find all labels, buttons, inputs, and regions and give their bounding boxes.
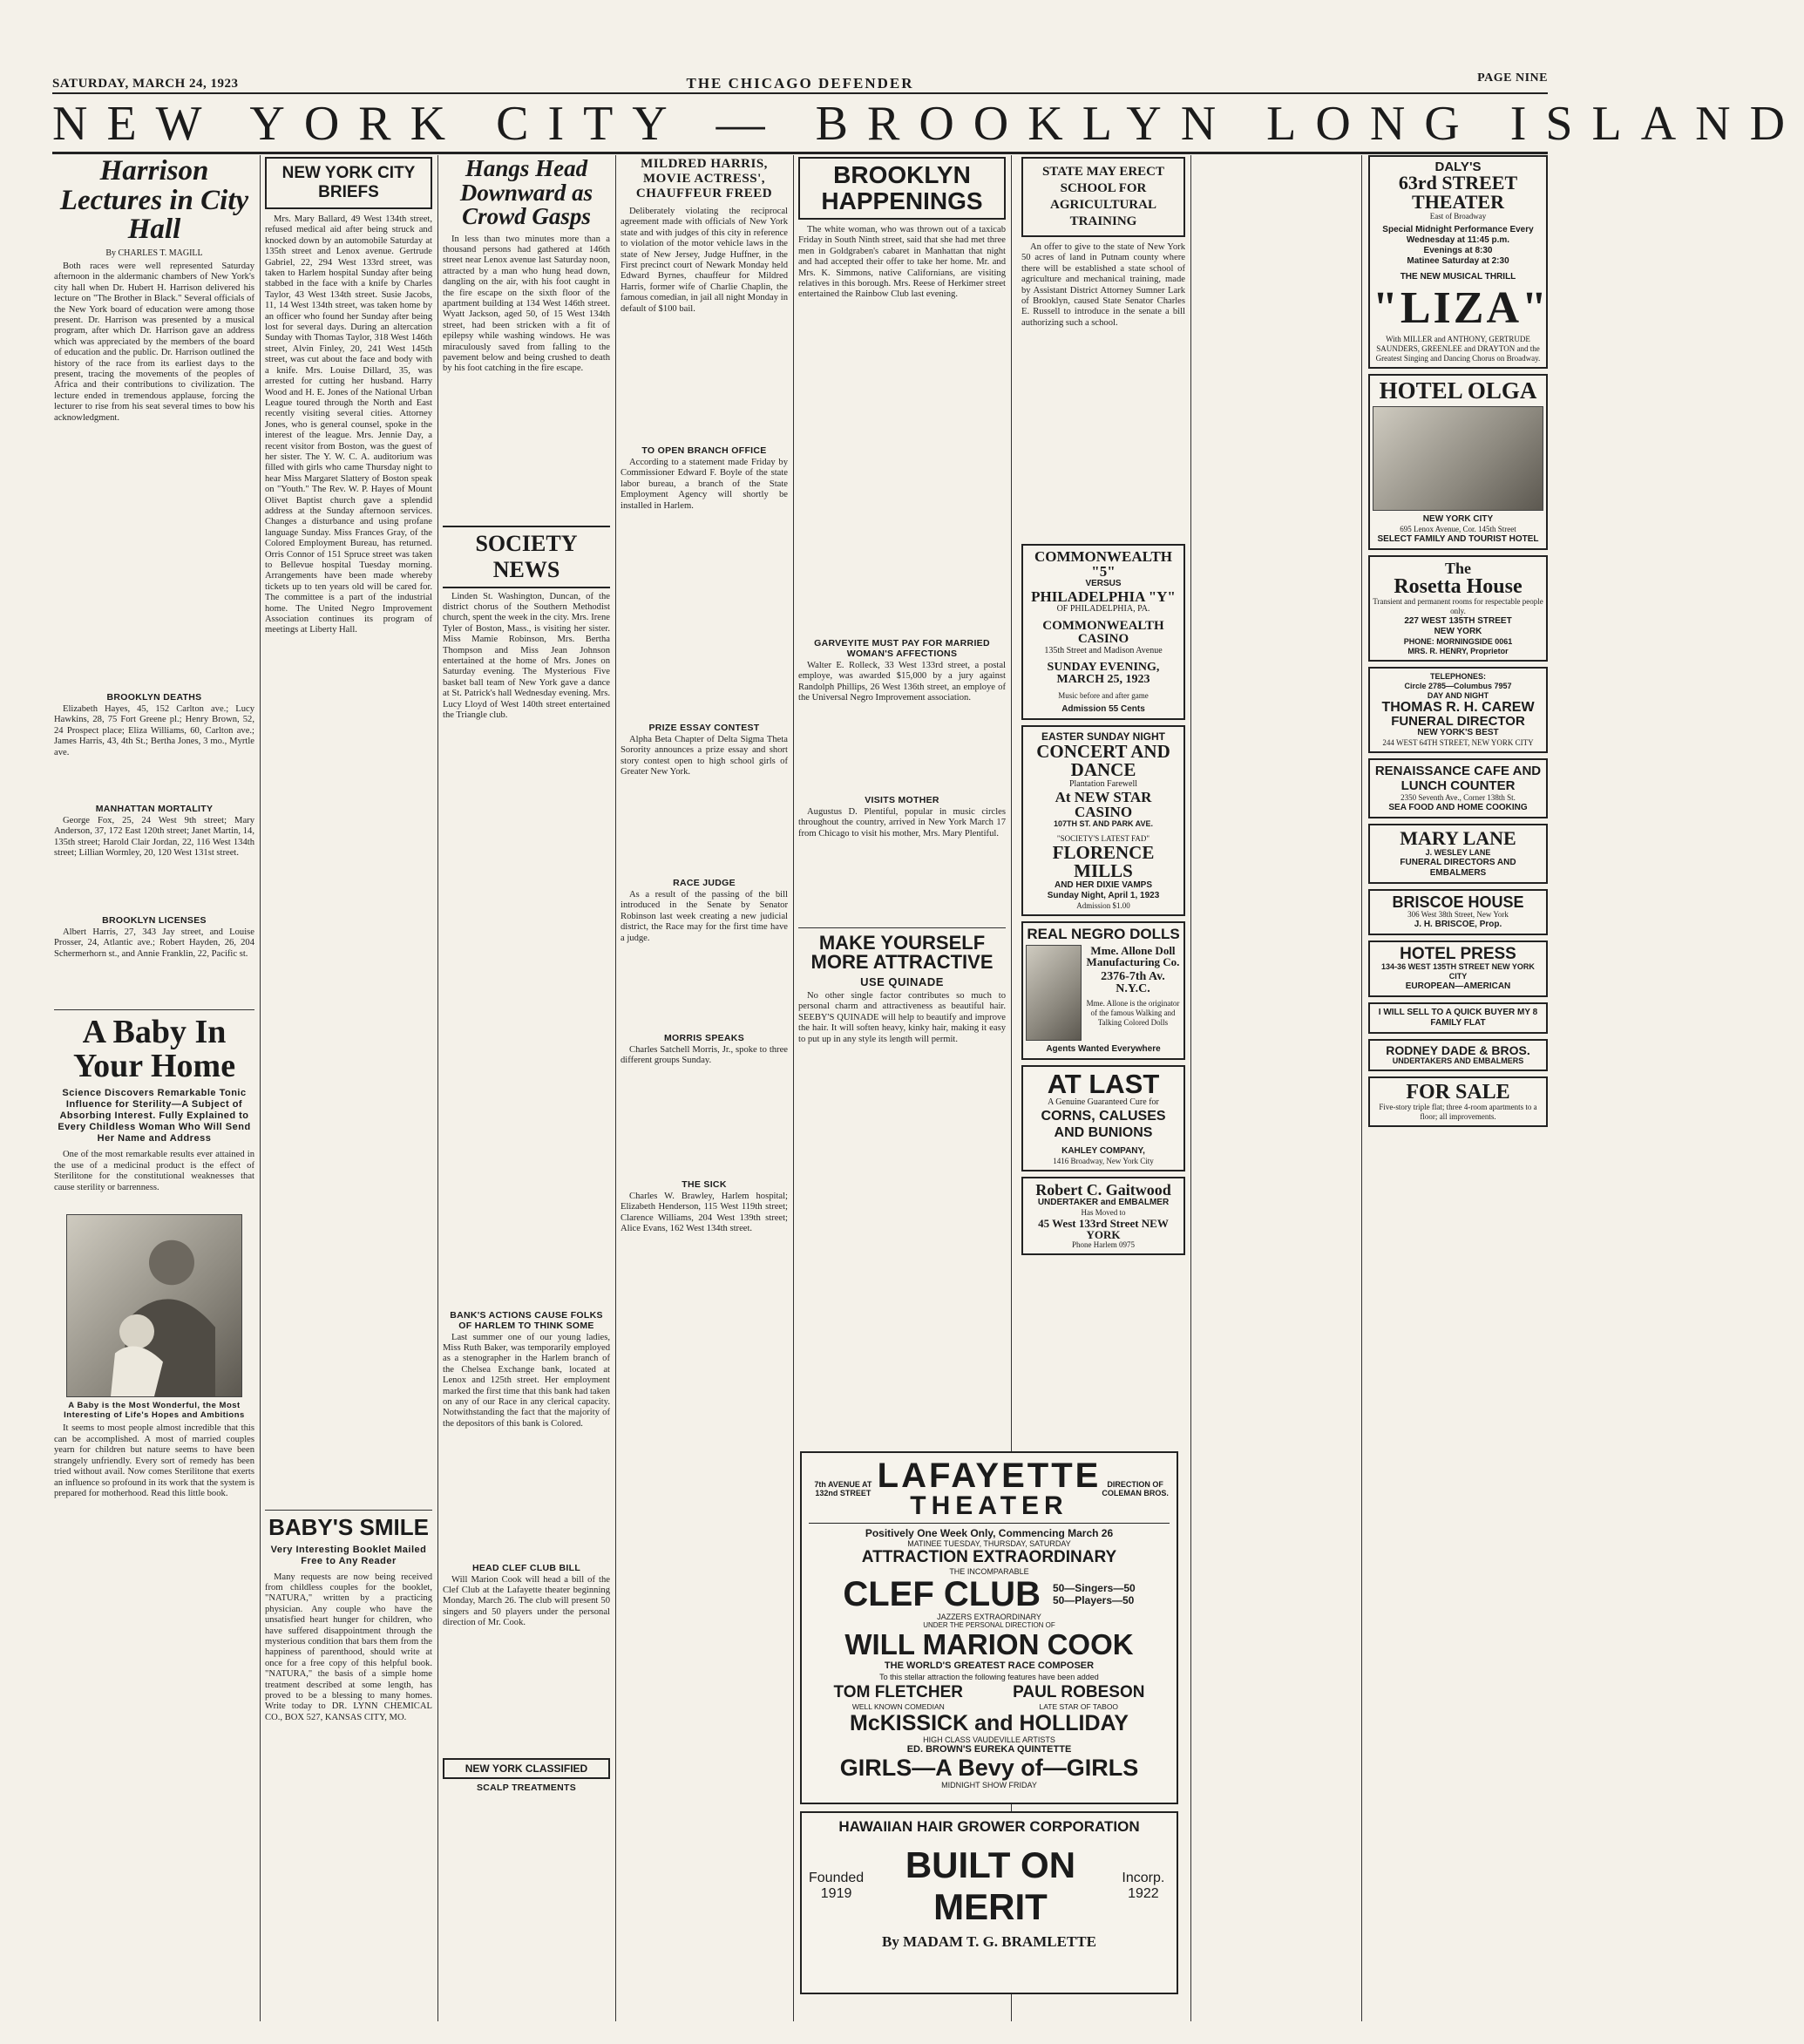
commonwealth-casino: COMMONWEALTH CASINO [1042,619,1164,646]
gaitwood-address: 45 West 133rd Street NEW YORK [1038,1217,1169,1241]
hotel-press-address: 134-36 WEST 135TH STREET NEW YORK CITY [1381,962,1535,981]
hotel-olga: HOTEL OLGA [1379,377,1537,404]
harrison-byline: By CHARLES T. MAGILL [105,248,203,258]
column-divider [615,155,616,2021]
carew-address: 244 WEST 64TH STREET, NEW YORK CITY [1382,738,1534,747]
kahley-address: 1416 Broadway, New York City [1053,1157,1154,1165]
doll-description: Mme. Allone is the originator of the famous Walking and Talking Colored Dolls [1086,999,1180,1027]
eureka-quintette: ED. BROWN'S EUREKA QUINTETTE [906,1744,1072,1755]
concert-and-dance: CONCERT AND DANCE [1036,741,1170,780]
dixie-vamps: AND HER DIXIE VAMPS [1054,880,1153,890]
brooklyn-licenses-heading: BROOKLYN LICENSES [102,914,207,926]
lafayette-added-features: To this stellar attraction the following features have been added [879,1673,1099,1681]
banner-rule [52,152,1548,154]
doll-address: 2376-7th Av. N.Y.C. [1101,970,1165,995]
harrison-headline: Harrison Lectures in City Hall [59,155,249,246]
briscoe-address: 306 West 38th Street, New York [1407,910,1509,919]
carew-phone-numbers: Circle 2785—Columbus 7957 [1404,682,1512,690]
at-last: AT LAST [1047,1069,1160,1099]
briefs-headline: NEW YORK CITY BRIEFS [265,157,432,209]
gaitwood-ad [1021,1177,1185,1255]
carew-funeral-director: FUNERAL DIRECTOR [1391,714,1525,729]
morris-speaks-body: Charles Satchell Morris, Jr., spoke to three different groups Sunday. [621,1045,788,1066]
tom-fletcher-sub: WELL KNOWN COMEDIAN [851,1702,945,1711]
clef-singers: 50—Singers—50 [1052,1582,1136,1594]
baby-ad-headline: A Baby In Your Home [72,1013,236,1084]
brooklyn-deaths-text: Elizabeth Hayes, 45, 152 Carlton ave.; Lucy Hawkins, 28, 75 Fort Greene pl.; Henry Brown, 52, 24 Prospect place; Eliza Williams, 60, Carlton ave.; James Harris, 43, 4th St.; Bertha Jones, 3 mo., Myrtle ave. [54,703,254,757]
dalys-matinee: Matinee Saturday at 2:30 [1407,256,1509,266]
garveyite-heading: GARVEYITE MUST PAY FOR MARRIED WOMAN'S AFFECTIONS [814,638,990,659]
issue-date: SATURDAY, MARCH 24, 1923 [52,77,239,91]
renaissance-address: 2350 Seventh Ave., Corner 138th St. [1400,793,1516,802]
briscoe-proprietor: J. H. BRISCOE, Prop. [1414,920,1502,929]
hotel-olga-ad [1368,374,1548,550]
brooklyn-licenses-text: Albert Harris, 27, 343 Jay street, and Louise Prosser, 24, Atlantic ave.; Robert Hayden, 26, 204 Schermerhorn st., and Annie Franklin, 22, Pacific st. [54,927,254,959]
kahley-company: KAHLEY COMPANY, [1061,1146,1145,1156]
florence-admission: Admission $1.00 [1076,901,1130,910]
page-number: PAGE NINE [1477,71,1548,85]
new-musical-thrill: THE NEW MUSICAL THRILL [1400,272,1516,282]
clef-club-bill-heading: HEAD CLEF CLUB BILL [471,1562,581,1573]
easter-concert-ad [1021,725,1185,916]
lafayette-name: LAFAYETTE [877,1457,1102,1495]
school-body: An offer to give to the state of New York 50 acres of land in Putnam county where there will be established a state school of agriculture and mechanical training, made by Assistant District Attorney Sumner Lark of Brooklyn, caused State Senator Charles E. Russell to introduce in the senate a bill authorizing such a school. [1021,242,1185,328]
philadelphia-y: PHILADELPHIA "Y" [1031,588,1176,605]
dalys: DALY'S [1434,160,1482,174]
gaitwood-name: Robert C. Gaitwood [1035,1181,1171,1199]
renaissance-name: RENAISSANCE CAFE AND LUNCH COUNTER [1374,764,1542,793]
race-judge-heading: RACE JUDGE [673,878,736,888]
carew-day-night: DAY AND NIGHT [1427,691,1489,700]
briscoe-house-ad [1368,889,1548,935]
genuine-cure: A Genuine Guaranteed Cure for [1048,1097,1159,1107]
brooklyn-happenings-headline: BROOKLYN HAPPENINGS [798,157,1006,220]
lafayette-week: Positively One Week Only, Commencing March 26 [865,1527,1114,1539]
branch-office-heading: TO OPEN BRANCH OFFICE [641,445,767,456]
baby-ad-body: One of the most remarkable results ever attained in the use of a medicinal product is the effect of Sterilitone for the constitutional weaknesses that cause sterility or barrenness. [54,1150,254,1192]
quinade-body: No other single factor contributes so much to personal charm and attractiveness as beautiful hair. SEEBY'S QUINADE will help to beautify and improve the hair. It will soften heavy, kinky hair, making it easy to put up in any style its length will permit. [798,990,1006,1044]
hotel-olga-address: 695 Lenox Avenue, Cor. 145th Street [1400,525,1516,533]
negro-dolls-ad [1021,921,1185,1060]
hotel-olga-city: NEW YORK CITY [1422,514,1494,524]
hawaiian-founded: Founded 1919 [809,1871,865,1901]
hotel-press: HOTEL PRESS [1400,945,1516,963]
clef-club-bill-body: Will Marion Cook will head a bill of the Clef Club at the Lafayette theater beginning Monday, March 26. The club will present 50 singers and 50 players under the personal direction of Mr. Cook. [443,1574,610,1628]
hawaiian-incorporated: Incorp. 1922 [1122,1871,1165,1901]
liza-title: "LIZA" [1373,283,1550,333]
section-banner: NEW YORK CITY — BROOKLYN LONG ISLAND [52,97,1804,151]
new-star-casino: At NEW STAR CASINO [1055,789,1152,820]
banks-actions-body: Last summer one of our young ladies, Miss Ruth Baker, was temporarily employed as a stenographer in the Harlem branch of the Chelsea Exchange bank, located at Lenox and 125th street. Her employment marked the first time that this bank had taken on any of our Race in any clerical capacity. Notwithstanding the fact that the majority of the depositors of this bank is Colored. [443,1332,610,1429]
tom-fletcher: TOM FLETCHER [833,1683,964,1701]
use-quinade: USE QUINADE [860,974,944,988]
brooklyn-deaths-heading: BROOKLYN DEATHS [106,691,202,703]
manhattan-mortality-text: George Fox, 25, 24 West 9th street; Mary Anderson, 37, 172 East 120th street; Janet Martin, 14, 135th street; Harold Clair Jordan, 22, 116 West 134th street; Lillian Wormley, 20, 120 West 131st street. [54,815,254,859]
renaissance-cafe-ad [1368,758,1548,818]
column-1 [54,155,254,2025]
flat-for-sale-ad [1368,1002,1548,1034]
column-divider [1361,155,1362,2021]
dalys-location: East of Broadway [1429,212,1487,221]
corns-cure-ad [1021,1065,1185,1171]
paper-name: THE CHICAGO DEFENDER [686,75,914,92]
of-philadelphia: OF PHILADELPHIA, PA. [1056,604,1150,614]
gaitwood-moved: Has Moved to [1081,1208,1126,1217]
lafayette-incomparable: THE INCOMPARABLE [949,1567,1029,1576]
rosetta-proprietor: MRS. R. HENRY, Proprietor [1407,647,1509,655]
hotel-olga-photo [1373,406,1543,511]
plantation-farewell: Plantation Farewell [1068,779,1138,789]
gaitwood-phone: Phone Harlem 0975 [1072,1240,1135,1249]
clef-players: 50—Players—50 [1052,1594,1135,1606]
dade-undertakers: UNDERTAKERS AND EMBALMERS [1392,1056,1524,1065]
carew-best: NEW YORK'S BEST [1417,728,1499,737]
lafayette-address: 7th AVENUE AT 132nd STREET [814,1480,872,1497]
for-sale: FOR SALE [1406,1081,1510,1103]
classified-heading: NEW YORK CLASSIFIED [443,1758,610,1779]
banks-actions-heading: BANK'S ACTIONS CAUSE FOLKS OF HARLEM TO THINK SOME [450,1309,603,1331]
hotel-olga-select: SELECT FAMILY AND TOURIST HOTEL [1377,534,1539,544]
prize-essay-heading: PRIZE ESSAY CONTEST [648,723,760,733]
hotel-press-plan: EUROPEAN—AMERICAN [1405,981,1511,991]
hangs-head-body: In less than two minutes more than a thousand persons had gathered at 146th street near Lenox avenue last Saturday noon, attracted by a man who hung head down, dangling on the air, with his foot caught in the fire escape on the sixth floor of the apartment building at 134 West 146th street. Wyatt Jackson, aged 50, of 15 West 134th street, had been stricken with a fit of epilepsy while washing windows. He was miraculously saved from falling to the pavement below and being crushed to death by his foot catching in the fire escape. [443,234,610,374]
column-divider [793,155,794,2021]
mary-lane-funeral: FUNERAL DIRECTORS AND EMBALMERS [1400,858,1516,878]
visits-mother-heading: VISITS MOTHER [865,795,939,805]
girls-line: GIRLS—A Bevy of—GIRLS [839,1755,1139,1781]
real-negro-dolls: REAL NEGRO DOLLS [1027,926,1180,942]
sunday-evening: SUNDAY EVENING, [1047,661,1160,674]
babys-smile-body: Many requests are now being received from childless couples for the booklet, "NATURA," written by a practicing physician. Any couple who have the unsatisfied heart hunger for children, who have suffered disappointment through the mysterious condition that bars them from the happiness of parenthood, should write at once for a free copy of this helpful book. "NATURA," the basis of a simple home treatment described at some length, has proved to be a blessing to many homes. Write today to DR. LYNN CHEMICAL CO., BOX 527, KANSAS CITY, MO. [265,1572,432,1722]
wesley-lane: J. WESLEY LANE [1425,848,1491,857]
sell-flat: I WILL SELL TO A QUICK BUYER MY 8 FAMILY FLAT [1378,1008,1538,1028]
the-sick-body: Charles W. Brawley, Harlem hospital; Elizabeth Henderson, 115 West 119th street; Clarence Williams, 204 West 139th street; Alice Evans, 162 West 134th street. [621,1192,788,1234]
top-rule [52,92,1548,94]
garveyite-body: Walter E. Rolleck, 33 West 133rd street, a postal employe, was awarded $15,000 by a jury against Randolph Phillips, 26 West 136th street, an employe of the Universal Negro Improvement association. [798,661,1006,703]
column-4 [621,155,788,1443]
column-6 [1021,155,1185,2025]
quinade-headline-1: MAKE YOURSELF [818,932,986,954]
doll-company: Mme. Allone Doll Manufacturing Co. [1086,944,1180,968]
visits-mother-body: Augustus D. Plentiful, popular in music circles throughout the country, arrived in New York March 17 from Chicago to visit his mother, Mrs. Mary Plentiful. [798,807,1006,839]
clef-club-title: CLEF CLUB [843,1575,1041,1613]
babys-smile-headline: BABY'S SMILE [268,1514,429,1540]
column-3 [443,155,610,2025]
rosetta-the: The [1444,560,1471,577]
carew-name: THOMAS R. H. CAREW [1381,700,1535,715]
casino-address: 135th Street and Madison Avenue [1044,646,1163,655]
paul-robeson-sub: LATE STAR OF TABOO [1039,1702,1119,1711]
lafayette-matinee: MATINEE TUESDAY, THURSDAY, SATURDAY [907,1539,1071,1548]
dalys-theater: 63rd STREET THEATER [1398,172,1518,213]
lafayette-under-direction: UNDER THE PERSONAL DIRECTION OF [923,1621,1055,1629]
commonwealth-five: COMMONWEALTH "5" [1034,548,1173,580]
column-divider [1190,155,1191,2021]
mildred-harris-body: Deliberately violating the reciprocal agreement made with officials of New York state and with judges of this city in reference to violation of the motor vehicle laws in the state of New Jersey, Judge Huffner, in the First precinct court of Newark Monday held Edward Byrnes, chauffeur for Mildred Harris, former wife of Charlie Chaplin, the famous comedian, in jail all night Monday in default of $100 bail. [621,207,788,314]
lafayette-theater-word: THEATER [910,1491,1068,1520]
scalp-treatments-heading: SCALP TREATMENTS [476,1782,577,1793]
carew-funeral-ad [1368,667,1548,753]
briefs-body: Mrs. Mary Ballard, 49 West 134th street, refused medical aid after being struck and knocked down by an automobile Saturday at 135th street and Lenox avenue. Gertrude Gabriel, 22, 294 West 133rd street, was taken to Harlem hospital Sunday after being stabbed in the face with a knife by Charles Taylor, 43 West 134th street. Susie Jacobs, 11, 14 West 134th street, was taken home by an officer who found her Sunday after being lost for several days. During an altercation Sunday with Thomas Taylor, 318 West 146th street, Alvin Finley, 20, 241 West 145th street, was cut about the face and body with a knife. Mrs. Louise Dillard, 35, was arrested for cutting her husband. Harry Wood and H. E. Jones of the National Urban League toured through the North and East recently visiting several cities. Attorney Jones, who is general counsel, spoke in the interest of the league. Mrs. Jennie Day, a recent visitor from Boston, was the guest of her sister. The Y. W. C. A. auditorium was filled with girls who came Thursday night to hear Miss Margaret Slattery of Boston speak on "Youth." The Rev. W. P. Hayes of Mount Olivet Baptist church gave a splendid address at the Sunday afternoon services. Changes a disturbance and using profane language Sunday. Miss Frances Gray, of the Colored Employment Bureau, has returned. Orris Connor of 151 Spruce street was taken to Bellevue hospital Tuesday morning. Arrangements have been made whereby tickets up to ten years old will be cared for. The committee is a part of the industrial home. The United Negro Improvement Association continues its program of meetings at Liberty Hall. [265,214,432,635]
dalys-evenings: Evenings at 8:30 [1423,246,1493,255]
easter-sunday-night: EASTER SUNDAY NIGHT [1041,730,1166,743]
morris-speaks-heading: MORRIS SPEAKS [664,1033,744,1043]
hangs-head-headline: Hangs Head Downward as Crowd Gasps [459,155,593,230]
hotel-press-ad [1368,941,1548,997]
column-5 [798,155,1006,1443]
folio-line [52,71,1548,92]
rosetta-phone: PHONE: MORNINGSIDE 0061 [1403,637,1513,646]
rosetta-address: 227 WEST 135TH STREET [1404,616,1512,626]
rosetta-house-ad [1368,555,1548,662]
manhattan-mortality-heading: MANHATTAN MORTALITY [95,803,214,814]
star-casino-address: 107TH ST. AND PARK AVE. [1053,819,1154,828]
mckissick-holliday: McKISSICK and HOLLIDAY [850,1711,1129,1735]
dade-bros-ad [1368,1039,1548,1071]
mary-lane-ad [1368,824,1548,884]
greatest-composer: THE WORLD'S GREATEST RACE COMPOSER [884,1660,1095,1671]
column-2 [265,155,432,2025]
hawaiian-name: HAWAIIAN HAIR GROWER CORPORATION [838,1818,1140,1835]
baby-ad-body-continued: It seems to most people almost incredible that this can be accomplished. A most of married couples yearn for children but nature seems to have been strangely unfriendly. Every sort of remedy has been tried without avail. Now comes Sterilitone that exerts an influence so profound in its work that the system is prepared for motherhood. Read this little book. [54,1423,254,1498]
doll-illustration [1026,945,1082,1041]
will-marion-cook: WILL MARION COOK [844,1628,1134,1660]
dalys-theater-ad [1368,155,1548,369]
agents-wanted: Agents Wanted Everywhere [1046,1044,1161,1054]
lafayette-direction: DIRECTION OF COLEMAN BROS. [1102,1480,1169,1497]
music-note: Music before and after game [1058,691,1149,700]
for-sale-ad [1368,1076,1548,1127]
liza-cast: With MILLER and ANTHONY, GERTRUDE SAUNDERS, GREENLEE and DRAYTON and the Greatest Singing and Dancing Chorus on Broadway. [1375,335,1541,363]
prize-essay-body: Alpha Beta Chapter of Delta Sigma Theta Sorority announces a prize essay and short story contest open to high school girls of Greater New York. [621,735,788,778]
game-date: MARCH 25, 1923 [1056,673,1150,686]
madam-bramlette: By MADAM T. G. BRAMLETTE [882,1933,1096,1950]
rosetta-rooms: Transient and permanent rooms for respectable people only. [1373,597,1543,615]
mildred-harris-headline: MILDRED HARRIS, MOVIE ACTRESS', CHAUFFEUR FREED [635,157,773,200]
rosetta-house: Rosetta House [1394,575,1523,598]
for-sale-body: Five-story triple flat; three 4-room apartments to a floor; all improvements. [1379,1103,1537,1121]
sea-food: SEA FOOD AND HOME COOKING [1388,803,1528,812]
column-divider [260,155,261,2021]
society-news-body: Linden St. Washington, Duncan, of the district chorus of the Southern Methodist church, spent the week in the city. Mrs. Irene Tyler of Boston, Mass., is visiting her sister. Miss Mamie Robinson, Mrs. Bertha Thompson and Miss Jean Johnson entertained at the home of Mrs. Jones on Saturday evening. The Mysterious Five basket ball team of New York gave a dance at St. Patrick's hall Wednesday evening. Mrs. Lucy Lloyd of West 140th street entertained the Triangle club. [443,591,610,721]
corns-callouses-bunions: CORNS, CALUSES AND BUNIONS [1041,1109,1166,1140]
race-judge-body: As a result of the passing of the bill introduced in the Senate by Senator Robinson last week creating a new judicial district, the Race may for the first time have a judge. [621,890,788,943]
midnight-show: MIDNIGHT SHOW FRIDAY [941,1781,1037,1789]
paul-robeson: PAUL ROBESON [1013,1683,1145,1701]
carew-telephones: TELEPHONES: [1429,672,1486,681]
mother-baby-illustration [66,1214,242,1397]
briscoe-house: BRISCOE HOUSE [1392,893,1524,911]
quinade-headline-2: MORE ATTRACTIVE [810,951,994,974]
harrison-article-body: Both races were well represented Saturday afternoon in the aldermanic chambers of New York's city hall when Dr. Hubert H. Harrison delivered his lecture on "The Brother in Black." Several officials of the New York board of education were among those present. Dr. Harrison was presented by a musical program, after which Dr. Harrison gave an address which was appreciated by the members of the board of education and the public. Dr. Harrison outlined the history of the race from its earliest days to the present, tracing the movements of the peoples of Africa and their contributions to civilization. The lecture ended in tremendous applause, forcing the lecturer to rise from his seat several times to bow his acknowledgment. [54,261,254,423]
the-sick-heading: THE SICK [682,1179,727,1190]
school-headline: STATE MAY ERECT SCHOOL FOR AGRICULTURAL TRAINING [1021,157,1185,237]
mary-lane: MARY LANE [1400,827,1516,849]
rosetta-city: NEW YORK [1434,627,1482,636]
brooklyn-happenings-body: The white woman, who was thrown out of a taxicab Friday in South Ninth street, said that she had met three men in Goldgraben's cabaret in Manhattan that night and had accepted their offer to take her home. Mr. and Mrs. K. Simmons, native Californians, are visiting relatives in this borough. Mrs. Reese of Herkimer street entertained the Rainbow Club last evening. [798,225,1006,300]
baby-photo-caption: A Baby is the Most Wonderful, the Most Interesting of Life's Hopes and Ambitions [64,1401,245,1421]
gaitwood-undertaker: UNDERTAKER and EMBALMER [1037,1198,1170,1207]
lafayette-jazzers: JAZZERS EXTRAORDINARY [937,1613,1041,1621]
midnight-performance: Special Midnight Performance Every Wednesday at 11:45 p.m. [1382,225,1534,245]
rodney-dade: RODNEY DADE & BROS. [1386,1043,1530,1057]
column-divider [437,155,438,2021]
branch-office-body: According to a statement made Friday by Commissioner Edward F. Boyle of the state labor bureau, a branch of the State Employment Agency will shortly be installed in Harlem. [621,458,788,511]
society-fad: "SOCIETY'S LATEST FAD" [1056,834,1150,843]
florence-date: Sunday Night, April 1, 1923 [1047,891,1160,900]
commonwealth-ad [1021,544,1185,720]
baby-ad-subhead: Science Discovers Remarkable Tonic Influence for Sterility—A Subject of Absorbing Interest. Fully Explained to Every Childless Woman Who Will Send Her Name and Address [58,1088,251,1144]
built-on-merit: BUILT ON MERIT [905,1844,1076,1927]
society-news-headline: SOCIETY NEWS [443,526,610,588]
game-admission: Admission 55 Cents [1061,704,1145,714]
florence-mills: FLORENCE MILLS [1052,842,1155,881]
lafayette-attraction: ATTRACTION EXTRAORDINARY [861,1548,1117,1566]
column-7 [1368,155,1548,2025]
babys-smile-subhead: Very Interesting Booklet Mailed Free to Any Reader [270,1544,427,1566]
versus: VERSUS [1085,579,1122,588]
vaudeville-artists: HIGH CLASS VAUDEVILLE ARTISTS [923,1735,1055,1744]
